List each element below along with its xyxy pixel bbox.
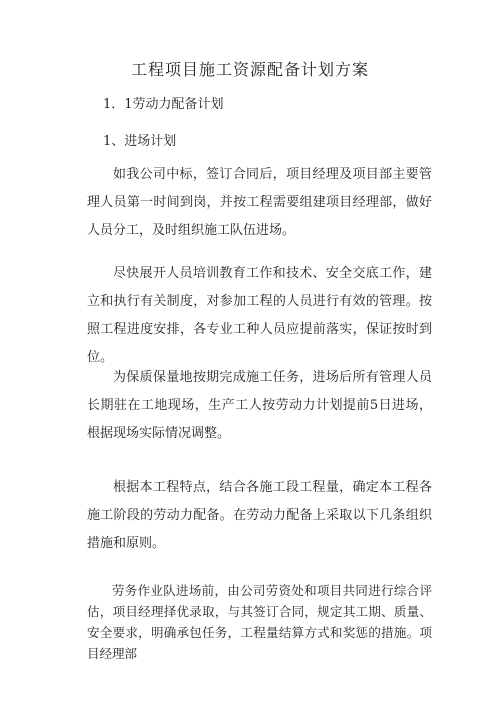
document-title: 工程项目施工资源配备计划方案 bbox=[130, 60, 369, 79]
paragraph-3: 为保质保量地按期完成施工任务，进场后所有管理人员长期驻在工地现场，生产工人按劳动力计划提前5日进场，根据现场实际情况调整。 bbox=[87, 370, 432, 441]
paragraph-5: 劳务作业队进场前，由公司劳资处和项目共同进行综合评估，项目经理择优录取，与其签订合同，规定其工期、质量、安全要求，明确承包任务，工程量结算方式和奖惩的措施。项目经理部 bbox=[87, 583, 432, 661]
subsection-heading: 1、进场计划 bbox=[103, 134, 177, 149]
paragraph-4: 根据本工程特点，结合各施工段工程量，确定本工程各施工阶段的劳动力配备。在劳动力配备上采取以下几条组织措施和原则。 bbox=[87, 480, 432, 551]
paragraph-1: 如我公司中标，签订合同后，项目经理及项目部主要管理人员第一时间到岗，并按工程需要组建项目经理部，做好人员分工，及时组织施工队伍进场。 bbox=[87, 167, 432, 238]
section-heading: 1．1劳动力配备计划 bbox=[103, 97, 224, 112]
paragraph-2: 尽快展开人员培训教育工作和技术、安全交底工作，建立和执行有关制度，对参加工程的人员进行有效的管理。按照工程进度安排，各专业工种人员应提前落实，保证按时到位。 bbox=[87, 266, 432, 365]
